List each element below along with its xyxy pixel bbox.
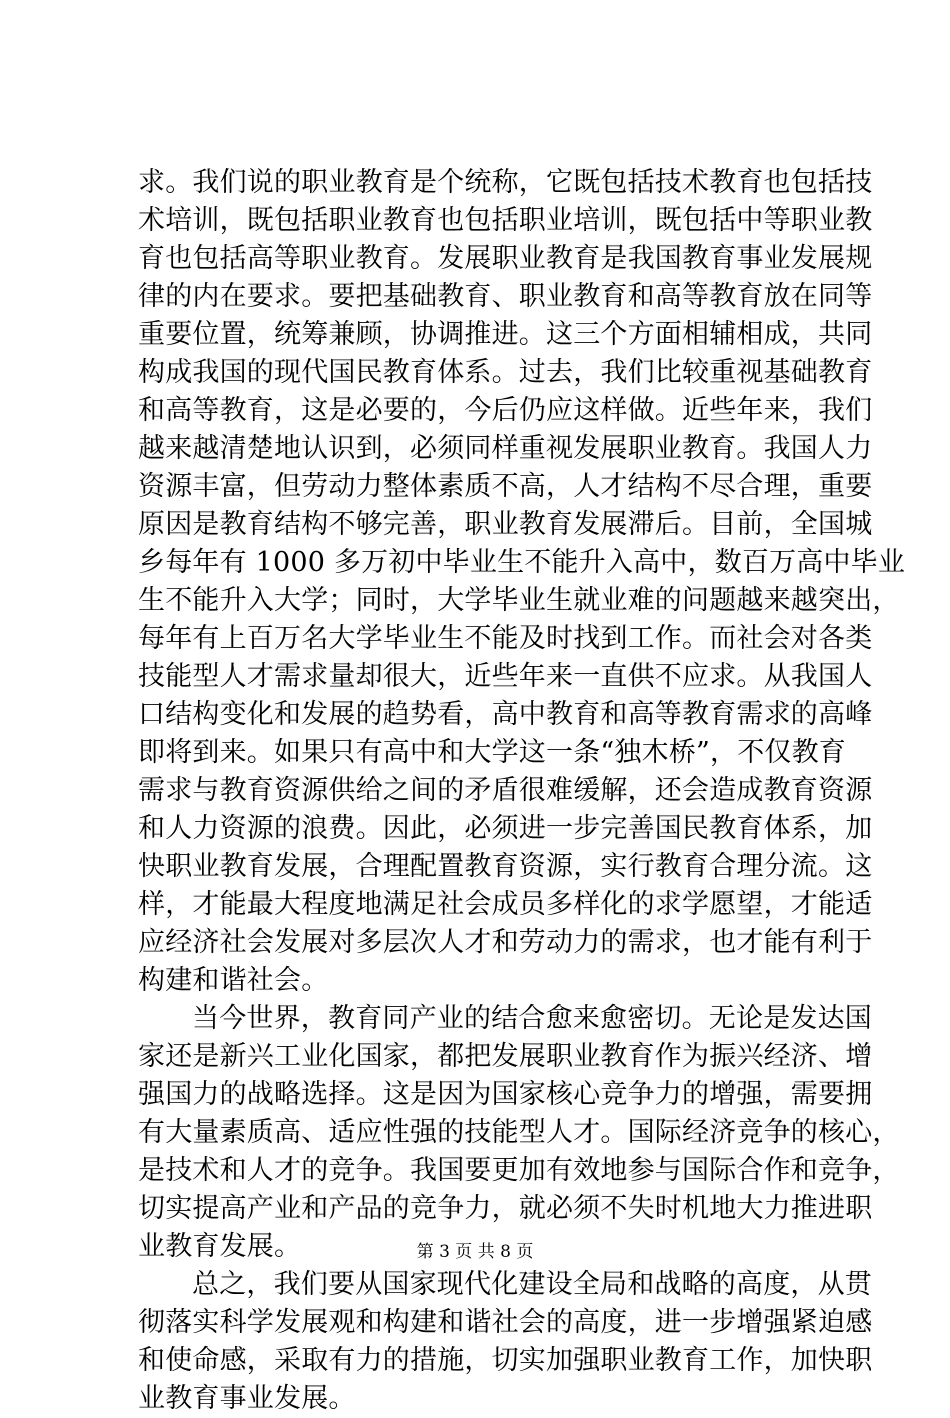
text-line: 业教育发展。 <box>138 1231 302 1262</box>
text-line: 有大量素质高、适应性强的技能型人才。国际经济竞争的核心， <box>138 1117 900 1148</box>
text-line: 求。我们说的职业教育是个统称，它既包括技术教育也包括技 <box>138 167 873 198</box>
text-line: 当今世界，教育同产业的结合愈来愈密切。无论是发达国 <box>192 1003 872 1034</box>
text-line: 重要位置，统筹兼顾，协调推进。这三个方面相辅相成，共同 <box>138 319 873 350</box>
text-line: 应经济社会发展对多层次人才和劳动力的需求，也才能有利于 <box>138 927 873 958</box>
text-line: 资源丰富，但劳动力整体素质不高，人才结构不尽合理，重要 <box>138 471 873 502</box>
text-line: 样，才能最大程度地满足社会成员多样化的求学愿望，才能适 <box>138 889 873 920</box>
paragraph <box>138 164 906 1000</box>
text-line: 技能型人才需求量却很大，近些年来一直供不应求。从我国人 <box>138 661 873 692</box>
text-line: 每年有上百万名大学毕业生不能及时找到工作。而社会对各类 <box>138 623 873 654</box>
text-line: 彻落实科学发展观和构建和谐社会的高度，进一步增强紧迫感 <box>138 1307 873 1338</box>
text-line: 生不能升入大学；同时，大学毕业生就业难的问题越来越突出， <box>138 585 900 616</box>
page-number-footer: 第 3 页 共 8 页 <box>416 1242 534 1262</box>
text-line: 口结构变化和发展的趋势看，高中教育和高等教育需求的高峰 <box>138 699 873 730</box>
text-line: 总之，我们要从国家现代化建设全局和战略的高度，从贯 <box>192 1269 872 1300</box>
text-line: 原因是教育结构不够完善，职业教育发展滞后。目前，全国城 <box>138 509 873 540</box>
text-line: 和使命感，采取有力的措施，切实加强职业教育工作，加快职 <box>138 1345 873 1376</box>
text-line: 构成我国的现代国民教育体系。过去，我们比较重视基础教育 <box>138 357 873 388</box>
text-line: 律的内在要求。要把基础教育、职业教育和高等教育放在同等 <box>138 281 873 312</box>
text-line: 是技术和人才的竞争。我国要更加有效地参与国际合作和竞争， <box>138 1155 900 1186</box>
text-line: 和人力资源的浪费。因此，必须进一步完善国民教育体系，加 <box>138 813 873 844</box>
text-line: 切实提高产业和产品的竞争力，就必须不失时机地大力推进职 <box>138 1193 873 1224</box>
text-line: 越来越清楚地认识到，必须同样重视发展职业教育。我国人力 <box>138 433 873 464</box>
text-line: 育也包括高等职业教育。发展职业教育是我国教育事业发展规 <box>138 243 873 274</box>
text-line: 术培训，既包括职业教育也包括职业培训，既包括中等职业教 <box>138 205 873 236</box>
paragraph <box>138 1000 900 1266</box>
text-line: 需求与教育资源供给之间的矛盾很难缓解，还会造成教育资源 <box>138 775 873 806</box>
text-line: 和高等教育，这是必要的，今后仍应这样做。近些年来，我们 <box>138 395 873 426</box>
text-line: 即将到来。如果只有高中和大学这一条“独木桥”，不仅教育 <box>138 737 847 768</box>
text-line: 业教育事业发展。 <box>138 1383 356 1414</box>
text-line: 强国力的战略选择。这是因为国家核心竞争力的增强，需要拥 <box>138 1079 873 1110</box>
text-line: 构建和谐社会。 <box>138 965 329 996</box>
text-line: 家还是新兴工业化国家，都把发展职业教育作为振兴经济、增 <box>138 1041 873 1072</box>
text-line: 快职业教育发展，合理配置教育资源，实行教育合理分流。这 <box>138 851 873 882</box>
document-body <box>138 164 906 1418</box>
text-line: 乡每年有 1000 多万初中毕业生不能升入高中，数百万高中毕业 <box>138 547 906 578</box>
paragraph <box>138 1266 873 1418</box>
